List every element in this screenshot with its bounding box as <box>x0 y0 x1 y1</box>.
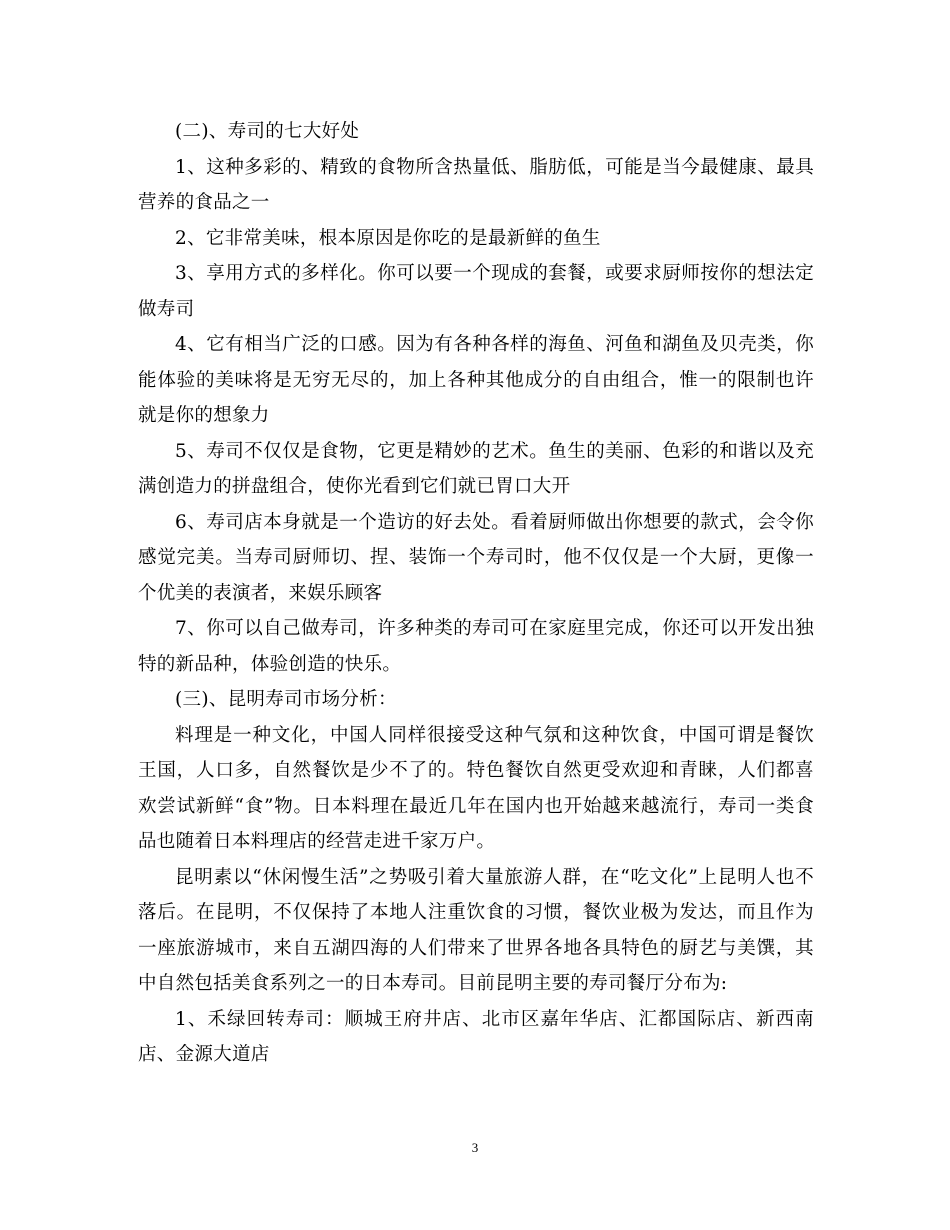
restaurant-list-item-1: 1、禾绿回转寿司：顺城王府井店、北市区嘉年华店、汇都国际店、新西南店、金源大道店 <box>138 1008 814 1065</box>
benefit-item-5: 5、寿司不仅仅是食物，它更是精妙的艺术。鱼生的美丽、色彩的和谐以及充满创造力的拼盘组合，使你光看到它们就已胃口大开 <box>138 440 814 497</box>
benefit-item-2: 2、它非常美味，根本原因是你吃的是最新鲜的鱼生 <box>175 227 601 249</box>
benefit-item-1: 1、这种多彩的、精致的食物所含热量低、脂肪低，可能是当今最健康、最具营养的食品之一 <box>138 156 814 213</box>
benefit-item-4: 4、它有相当广泛的口感。因为有各种各样的海鱼、河鱼和湖鱼及贝壳类，你能体验的美味将是无穷无尽的，加上各种其他成分的自由组合，惟一的限制也许就是你的想象力 <box>138 334 814 426</box>
page-number: 3 <box>471 1140 479 1155</box>
market-paragraph-1: 料理是一种文化，中国人同样很接受这种气氛和这种饮食，中国可谓是餐饮王国，人口多，自然餐饮是少不了的。特色餐饮自然更受欢迎和青睐，人们都喜欢尝试新鲜“食”物。日本料理在最近几年在国内也开始越来越流行，寿司一类食品也随着日本料理店的经营走进千家万户。 <box>138 724 814 852</box>
benefit-item-6: 6、寿司店本身就是一个造访的好去处。看着厨师做出你想要的款式，会令你感觉完美。当寿司厨师切、捏、装饰一个寿司时，他不仅仅是一个大厨，更像一个优美的表演者，来娱乐顾客 <box>138 511 814 604</box>
benefit-item-3: 3、享用方式的多样化。你可以要一个现成的套餐，或要求厨师按你的想法定做寿司 <box>138 263 814 320</box>
market-paragraph-2: 昆明素以“休闲慢生活”之势吸引着大量旅游人群，在“吃文化”上昆明人也不落后。在昆明，不仅保持了本地人注重饮食的习惯，餐饮业极为发达，而且作为一座旅游城市，来自五湖四海的人们带来了世界各地各具特色的厨艺与美馔，其中自然包括美食系列之一的日本寿司。目前昆明主要的寿司餐厅分布为: <box>138 866 814 994</box>
section-heading-benefits: (二)、寿司的七大好处 <box>175 121 360 142</box>
document-body <box>138 114 814 1073</box>
section-heading-market-analysis: (三)、昆明寿司市场分析： <box>175 689 397 710</box>
benefit-item-7: 7、你可以自己做寿司，许多种类的寿司可在家庭里完成，你还可以开发出独特的新品种，体验创造的快乐。 <box>138 618 814 675</box>
